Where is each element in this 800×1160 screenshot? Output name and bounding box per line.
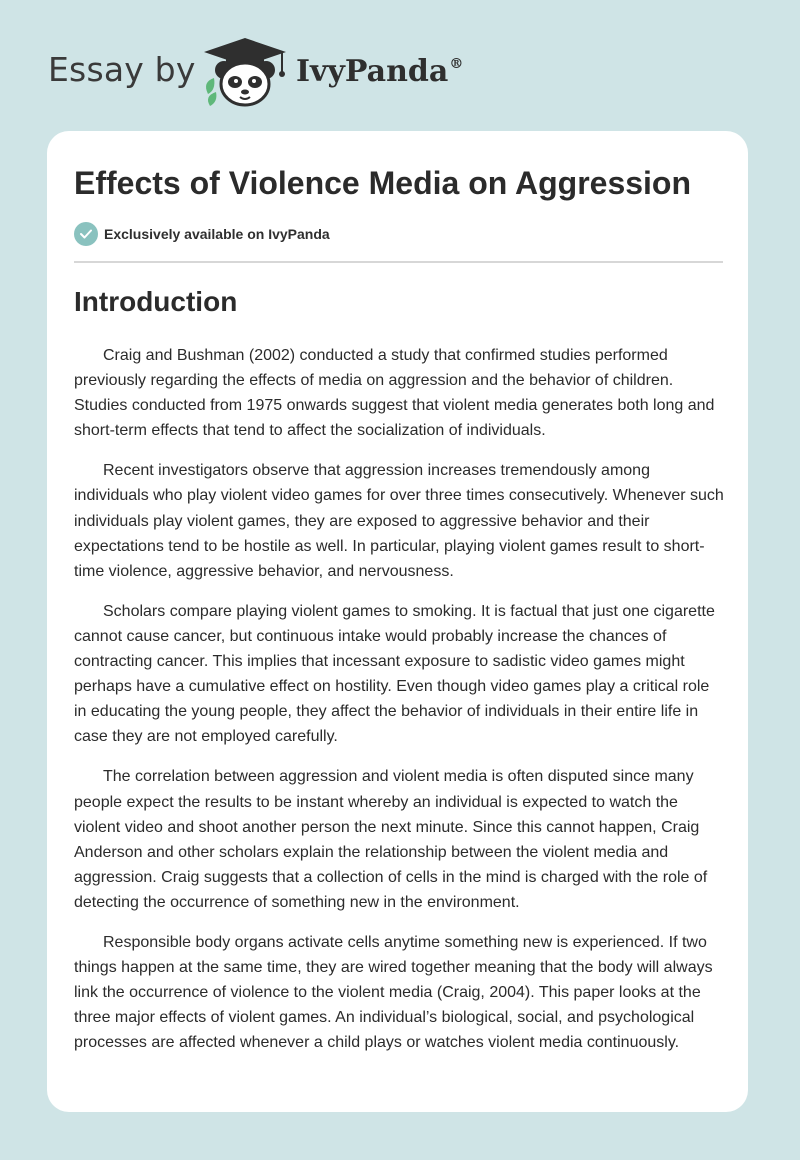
paragraph: Recent investigators observe that aggression increases tremendously among individuals who play violent video games for over three times consecutively. Whenever such individuals play violent games, they are exposed to aggressive behavior and their expectations tend to be hostile as well. In particular, playing violent games result to short-time violence, aggressive behavior, and nervousness.	[74, 462, 724, 580]
article-title: Effects of Violence Media on Aggression	[74, 165, 692, 201]
title-divider	[74, 261, 723, 263]
registered-mark: ®	[449, 56, 464, 72]
article-body	[74, 343, 726, 1070]
panda-graduate-logo-icon[interactable]	[200, 36, 290, 108]
site-header	[0, 0, 800, 120]
brand-text: IvyPanda	[296, 54, 449, 89]
exclusive-badge	[74, 222, 330, 246]
essay-by-label: Essay by	[48, 50, 196, 89]
article-card	[47, 131, 748, 1112]
check-circle-icon	[74, 222, 98, 246]
paragraph: Responsible body organs activate cells anytime something new is experienced. If two things happen at the same time, they are wired together meaning that the body will always link the occurrence of violence to the violent media (Craig, 2004). This paper looks at the three major effects of violent games. An individual’s biological, social, and psychological processes are affected whenever a child plays or watches violent media continuously.	[74, 933, 713, 1052]
brand-name[interactable]	[296, 54, 463, 89]
exclusive-badge-label: Exclusively available on IvyPanda	[104, 226, 330, 242]
paragraph: Craig and Bushman (2002) conducted a study that confirmed studies performed previously regarding the effects of media on aggression and the behavior of children. Studies conducted from 1975 onwards suggest that violent media generates both long and short-term effects that tend to affect the socialization of individuals.	[74, 347, 715, 440]
paragraph: The correlation between aggression and violent media is often disputed since many people expect the results to be instant whereby an individual is expected to watch the violent video and shoot another person the next minute. Since this cannot happen, Craig Anderson and other scholars explain the relationship between the violent media and aggression. Craig suggests that a collection of cells in the mind is charged with the role of detecting the occurrence of something new in the environment.	[74, 768, 708, 911]
section-heading: Introduction	[74, 286, 238, 317]
paragraph: Scholars compare playing violent games to smoking. It is factual that just one cigarette cannot cause cancer, but continuous intake would probably increase the chances of contracting cancer. This implies that incessant exposure to sadistic video games might perhaps have a cumulative effect on hostility. Even though video games play a critical role in educating the young people, they affect the behavior of individuals in their entire life in case they are not employed carefully.	[74, 602, 715, 746]
